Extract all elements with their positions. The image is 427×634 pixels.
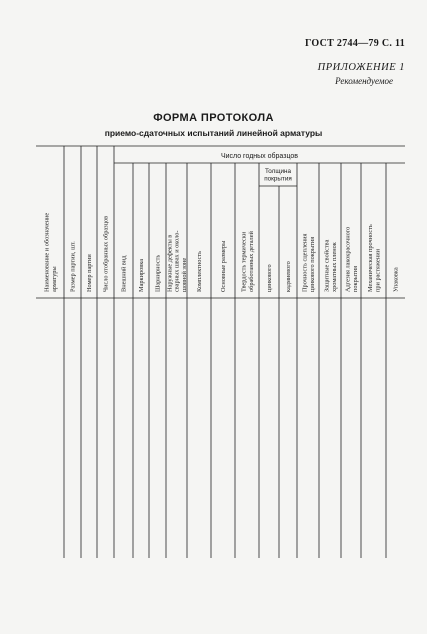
column-header-4: Число отобранных образцов: [102, 215, 110, 292]
column-header-17: Механическая прочностьпри растяжении: [367, 224, 382, 292]
column-header-5: Внешний вид: [120, 255, 128, 292]
column-header-12: цинкового: [266, 264, 274, 292]
appendix-label: ПРИЛОЖЕНИЕ 1: [317, 62, 405, 73]
column-header-16: Адгезия лакокрасочногопокрытия: [344, 226, 359, 292]
column-header-10: Основные размеры: [220, 240, 228, 292]
column-header-14: Прочность сцепленияцинкового покрытия: [301, 233, 316, 292]
group-header-good-samples: Число годных образцов: [220, 153, 299, 160]
column-header-13: кадмиевого: [285, 261, 293, 292]
column-header-18: Упаковка: [392, 267, 400, 292]
recommended-label: Рекомендуемое: [335, 76, 393, 86]
column-header-7: Шарнирность: [154, 254, 162, 292]
column-header-1: Наименование и обозначениеарматуры: [43, 212, 58, 292]
column-header-8: Наружные дефекты всварных швах и около-шовной зоне: [166, 230, 188, 292]
column-header-3: Номер партии: [86, 254, 94, 292]
column-header-11: Твердость термическиобработанных деталей: [240, 231, 255, 292]
table-grid: [36, 146, 405, 558]
form-title: ФОРМА ПРОТОКОЛА: [153, 112, 274, 124]
column-header-2: Размер партии, шт.: [69, 241, 77, 292]
form-subtitle: приемо-сдаточных испытаний линейной арматуры: [104, 128, 323, 138]
column-header-9: Комплектность: [196, 250, 204, 292]
page-header: ГОСТ 2744—79 С. 11: [305, 38, 405, 49]
column-header-6: Маркировка: [138, 258, 146, 292]
coating-thickness-header: Толщина покрытия: [264, 168, 292, 183]
column-header-15: Защитные свойствахроматных пленок: [323, 239, 338, 292]
